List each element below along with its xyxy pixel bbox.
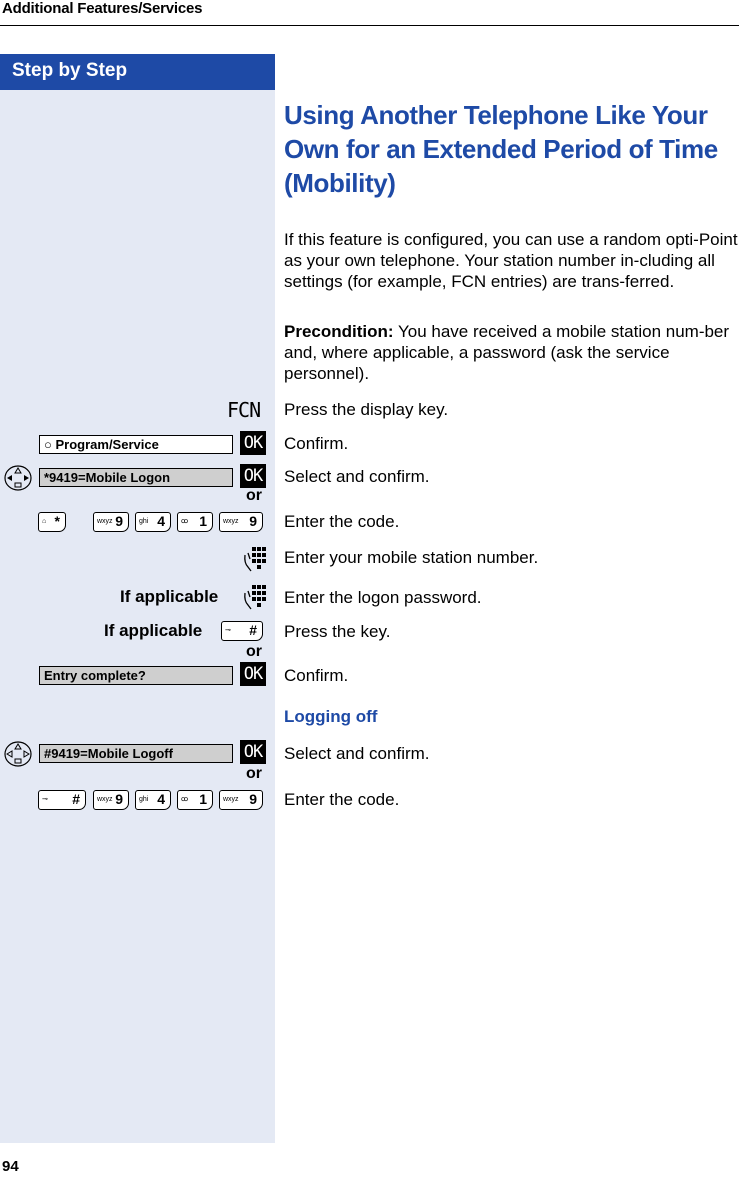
step-text: Enter your mobile station number. (284, 548, 539, 567)
display-mobile-logon (39, 468, 233, 487)
ok-key-icon: OK (240, 431, 266, 455)
key-9-icon (219, 790, 263, 810)
step-text: Select and confirm. (284, 744, 430, 763)
keypad-icon (243, 583, 267, 611)
display-mobile-logon-text: *9419=Mobile Logon (44, 470, 171, 485)
display-mobile-logoff (39, 744, 233, 763)
page-header (0, 0, 739, 26)
star-key-sub: ⌂ (42, 518, 47, 525)
display-entry-complete-text: Entry complete? (44, 668, 146, 683)
or-label: or (246, 487, 262, 504)
key-9-icon (93, 512, 129, 532)
key-4-digit: 4 (157, 791, 165, 807)
key-4-letters: ghi (139, 518, 149, 525)
key-4-icon (135, 512, 171, 532)
step-by-step-label: Step by Step (12, 60, 128, 81)
hash-key-sub: ⊸ (42, 796, 48, 803)
logoff-heading: Logging off (284, 707, 378, 726)
key-9-digit: 9 (115, 513, 123, 529)
page-number: 94 (2, 1158, 19, 1175)
if-applicable-label: If applicable (120, 587, 219, 606)
or-label: or (246, 643, 262, 660)
star-key-glyph: * (54, 513, 60, 529)
precondition-paragraph (284, 321, 739, 384)
key-4-digit: 4 (157, 513, 165, 529)
step-text: Enter the logon password. (284, 588, 482, 607)
star-key-icon (38, 512, 66, 532)
key-9-digit: 9 (249, 791, 257, 807)
key-9-letters: wxyz (97, 518, 113, 525)
key-1-letters: ꝏ (181, 796, 189, 803)
step-by-step-column (0, 54, 275, 1143)
or-label: or (246, 765, 262, 782)
hash-key-icon (38, 790, 86, 810)
fcn-key-icon: FCN (227, 398, 261, 422)
precondition-text: You have received a mobile station num-ber and, where applicable, a password (ask the service personnel). (284, 322, 730, 383)
navigator-icon (3, 464, 33, 492)
keypad-icon (243, 545, 267, 573)
ok-key-icon: OK (240, 464, 266, 488)
step-text: Press the display key. (284, 400, 449, 419)
step-text: Press the key. (284, 622, 391, 641)
display-program-service (39, 435, 233, 454)
step-by-step-bar (0, 54, 275, 90)
key-9-digit: 9 (249, 513, 257, 529)
ok-key-icon: OK (240, 740, 266, 764)
key-9-digit: 9 (115, 791, 123, 807)
key-1-letters: ꝏ (181, 518, 189, 525)
hash-key-icon (221, 621, 263, 641)
key-9-letters: wxyz (223, 796, 239, 803)
key-1-icon (177, 790, 213, 810)
key-9-letters: wxyz (223, 518, 239, 525)
key-1-icon (177, 512, 213, 532)
header-title: Additional Features/Services (2, 0, 203, 17)
page-title: Using Another Telephone Like Your Own for an Extended Period of Time (Mobility) (284, 100, 718, 198)
step-text: Select and confirm. (284, 467, 430, 486)
display-mobile-logoff-text: #9419=Mobile Logoff (44, 746, 173, 761)
display-entry-complete (39, 666, 233, 685)
if-applicable-label: If applicable (104, 621, 203, 640)
key-4-icon (135, 790, 171, 810)
key-9-icon (219, 512, 263, 532)
step-text: Enter the code. (284, 512, 400, 531)
intro-paragraph: If this feature is configured, you can use a random opti-Point as your own telephone. Your station number in-cluding all settings (for example, FCN entries) are trans-ferred. (284, 230, 738, 291)
ok-key-icon: OK (240, 662, 266, 686)
hash-key-glyph: # (249, 622, 257, 638)
display-program-service-text: Program/Service (55, 437, 159, 452)
key-9-icon (93, 790, 129, 810)
step-text: Confirm. (284, 666, 349, 685)
precondition-label: Precondition: (284, 322, 394, 341)
step-text: Enter the code. (284, 790, 400, 809)
key-1-digit: 1 (199, 791, 207, 807)
key-9-letters: wxyz (97, 796, 113, 803)
navigator-icon (3, 740, 33, 768)
hash-key-sub: ⊸ (225, 627, 231, 634)
hash-key-glyph: # (72, 791, 80, 807)
step-text: Confirm. (284, 434, 349, 453)
circle-icon: ○ (44, 437, 52, 452)
key-4-letters: ghi (139, 796, 149, 803)
key-1-digit: 1 (199, 513, 207, 529)
